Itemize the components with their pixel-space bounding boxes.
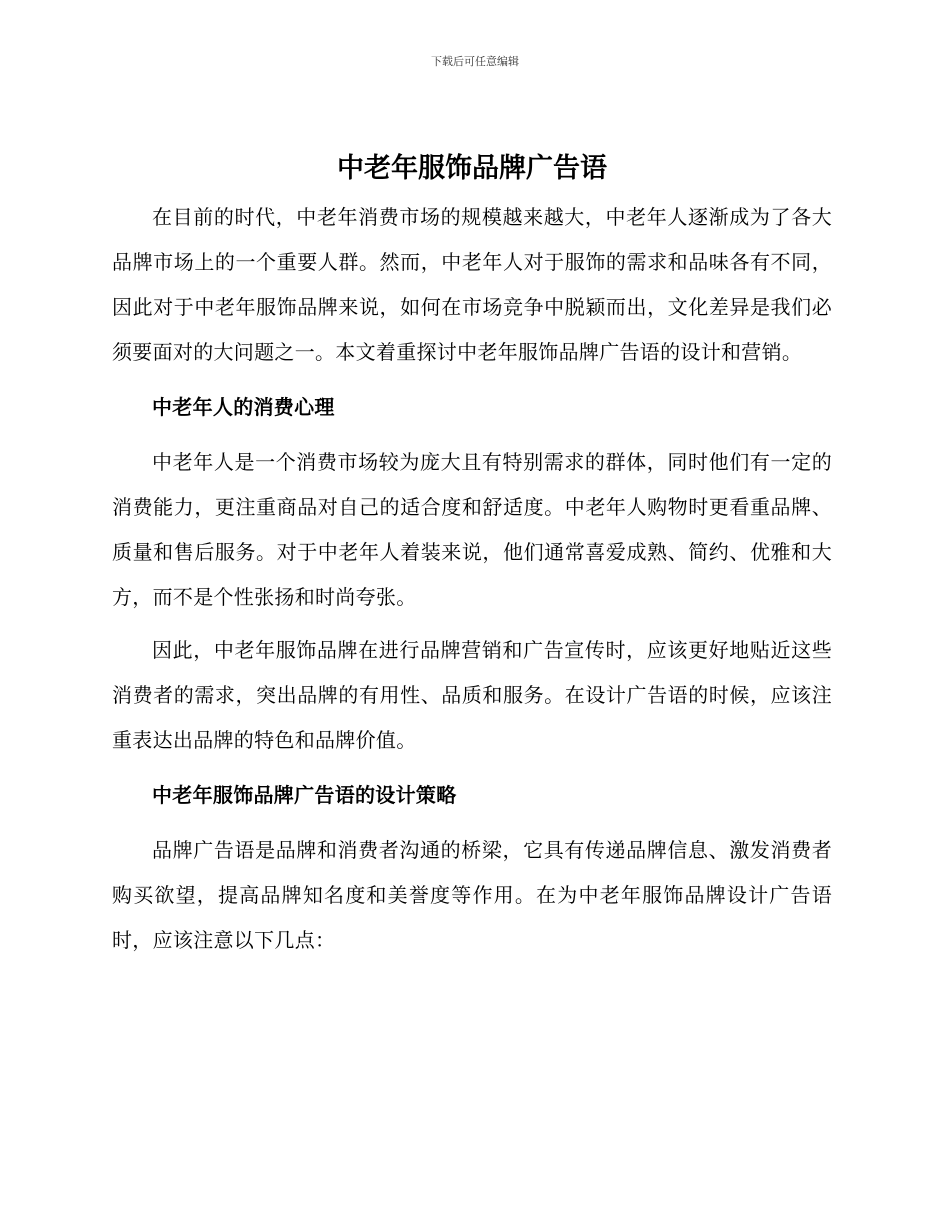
page-header-note: 下载后可任意编辑 bbox=[431, 55, 519, 68]
section-paragraph: 中老年人是一个消费市场较为庞大且有特别需求的群体，同时他们有一定的消费能力，更注重商品对自己的适合度和舒适度。中老年人购物时更看重品牌、质量和售后服务。对于中老年人着装来说，他们通常喜爱成熟、简约、优雅和大方，而不是个性张扬和时尚夸张。 bbox=[112, 450, 832, 609]
document-title: 中老年服饰品牌广告语 bbox=[337, 153, 607, 184]
section-paragraph: 品牌广告语是品牌和消费者沟通的桥梁，它具有传递品牌信息、激发消费者购买欲望，提高品牌知名度和美誉度等作用。在为中老年服饰品牌设计广告语时，应该注意以下几点： bbox=[112, 838, 832, 952]
document-body bbox=[112, 150, 832, 963]
intro-paragraph: 在目前的时代，中老年消费市场的规模越来越大，中老年人逐渐成为了各大品牌市场上的一个重要人群。然而，中老年人对于服饰的需求和品味各有不同，因此对于中老年服饰品牌来说，如何在市场竞争中脱颖而出，文化差异是我们必须要面对的大问题之一。本文着重探讨中老年服饰品牌广告语的设计和营销。 bbox=[112, 205, 832, 364]
section-heading-design-strategy: 中老年服饰品牌广告语的设计策略 bbox=[152, 783, 457, 807]
section-heading-consumer-psychology: 中老年人的消费心理 bbox=[152, 395, 335, 419]
section-paragraph: 因此，中老年服饰品牌在进行品牌营销和广告宣传时，应该更好地贴近这些消费者的需求，突出品牌的有用性、品质和服务。在设计广告语的时候，应该注重表达出品牌的特色和品牌价值。 bbox=[112, 638, 832, 752]
